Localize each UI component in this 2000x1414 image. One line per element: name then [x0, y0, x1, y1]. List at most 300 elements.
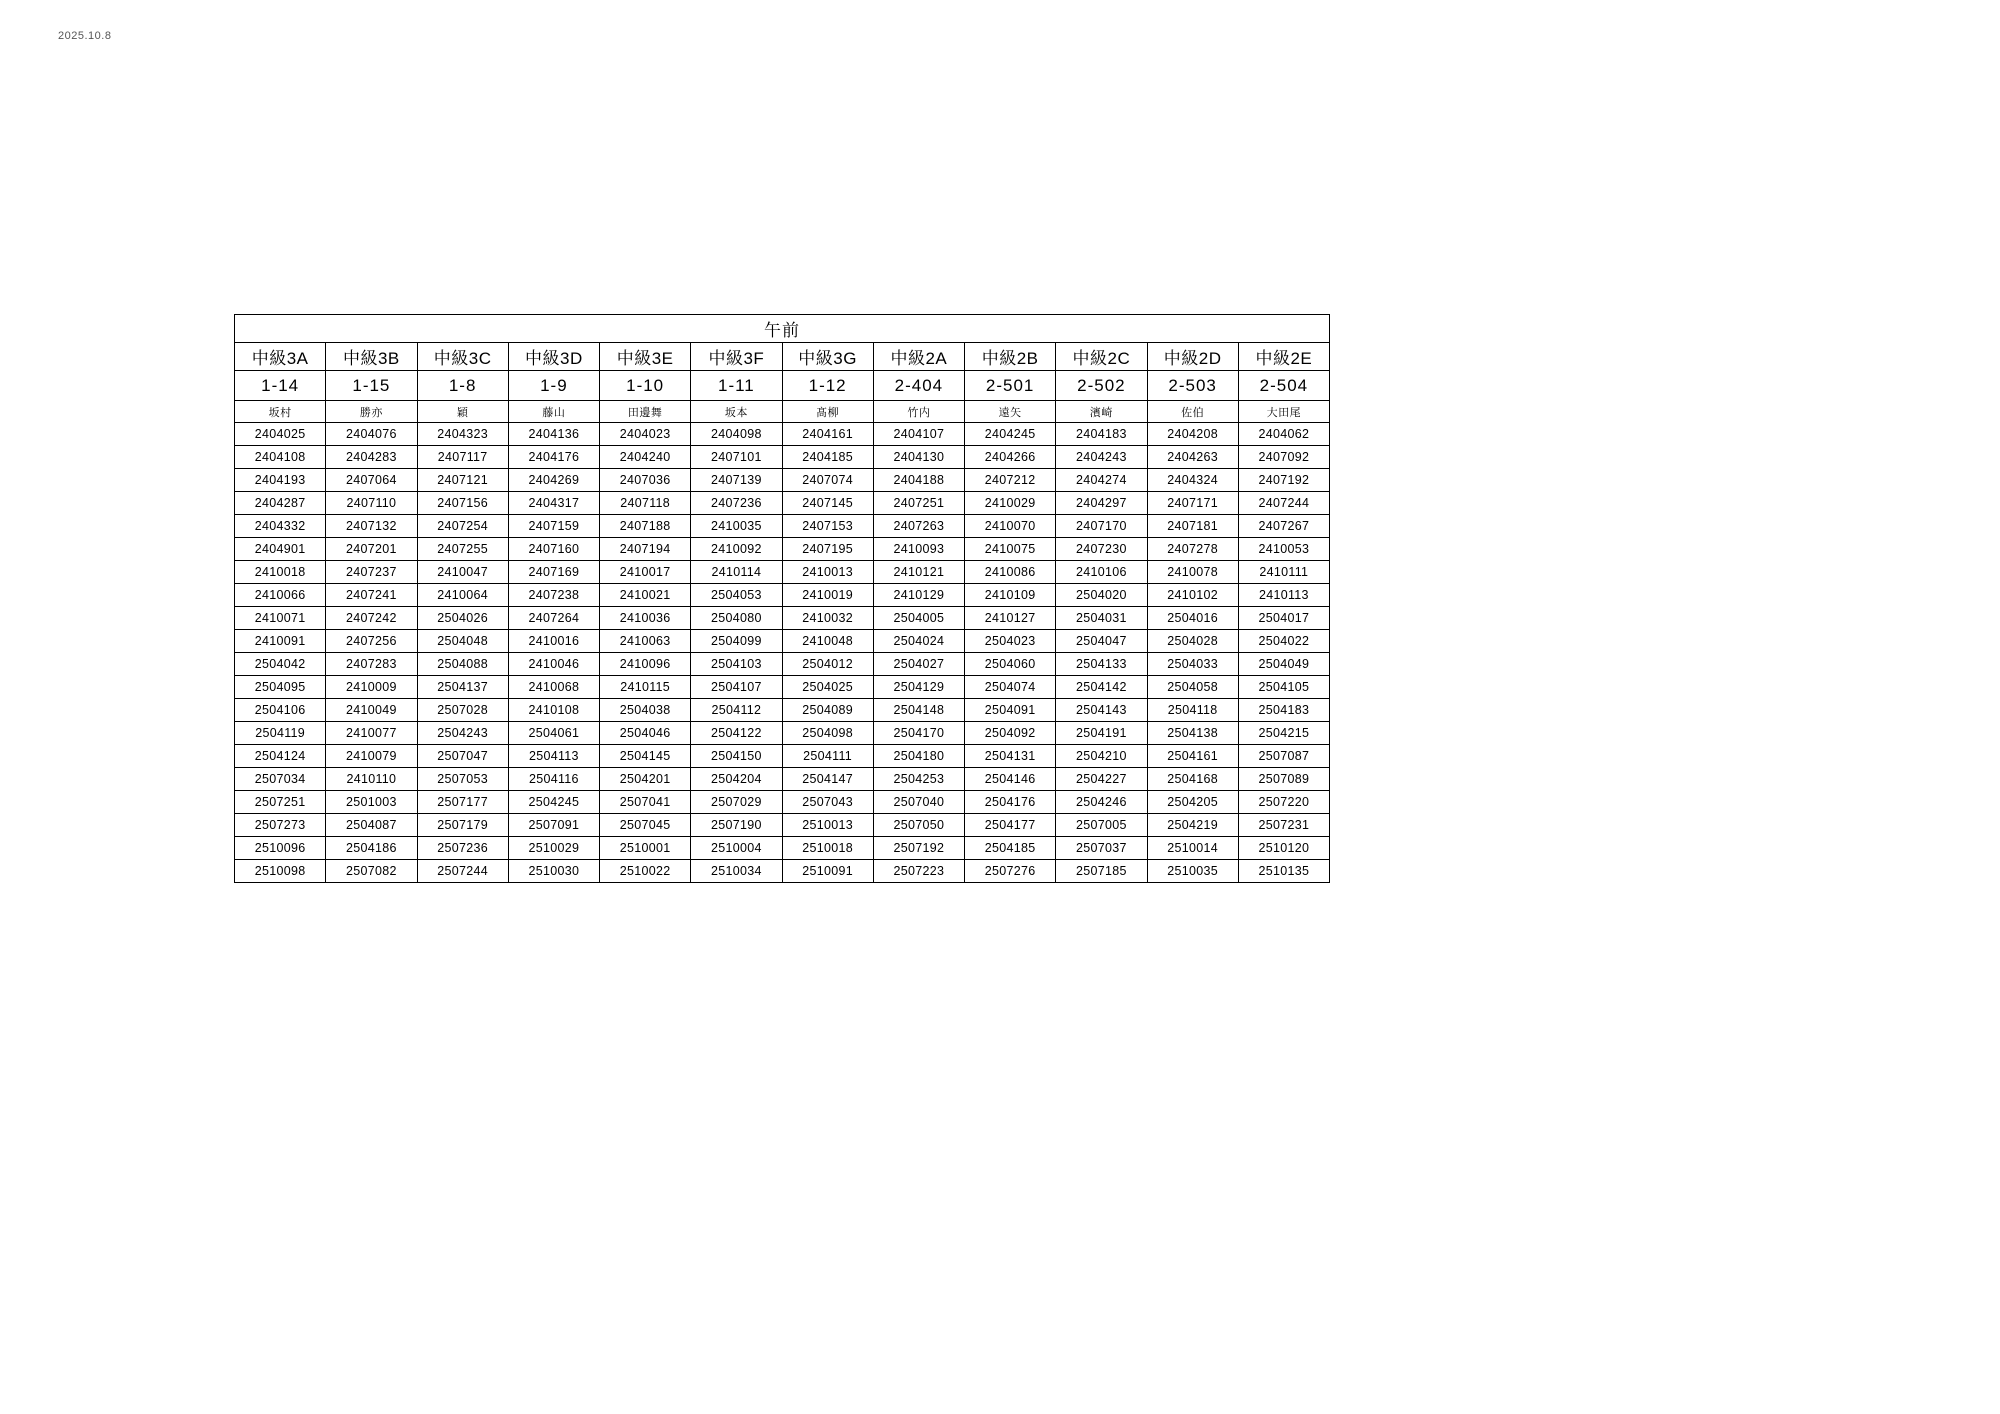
class-header-cell: 中級3G	[782, 343, 873, 371]
student-id-cell: 2407101	[691, 446, 782, 469]
student-id-cell: 2410035	[691, 515, 782, 538]
student-id-cell: 2504253	[873, 768, 964, 791]
student-id-cell: 2504191	[1056, 722, 1147, 745]
student-id-cell: 2507223	[873, 860, 964, 883]
student-id-cell: 2410093	[873, 538, 964, 561]
student-id-cell: 2407194	[600, 538, 691, 561]
student-id-cell: 2504017	[1238, 607, 1329, 630]
student-id-cell: 2504026	[417, 607, 508, 630]
student-id-cell: 2407230	[1056, 538, 1147, 561]
table-row	[235, 469, 1330, 492]
student-id-cell: 2404323	[417, 423, 508, 446]
student-id-cell: 2407156	[417, 492, 508, 515]
student-id-cell: 2507089	[1238, 768, 1329, 791]
student-id-cell: 2407242	[326, 607, 417, 630]
student-id-cell: 2504186	[326, 837, 417, 860]
room-header-cell: 1-8	[417, 371, 508, 401]
student-id-cell: 2410016	[508, 630, 599, 653]
student-id-cell: 2507231	[1238, 814, 1329, 837]
student-id-cell: 2404287	[235, 492, 326, 515]
student-id-cell: 2507029	[691, 791, 782, 814]
student-id-cell: 2410110	[326, 768, 417, 791]
student-id-cell: 2410079	[326, 745, 417, 768]
teacher-header-cell: 勝亦	[326, 401, 417, 423]
student-id-cell: 2504048	[417, 630, 508, 653]
student-id-cell: 2504092	[965, 722, 1056, 745]
student-id-cell: 2404183	[1056, 423, 1147, 446]
student-id-cell: 2410111	[1238, 561, 1329, 584]
student-id-cell: 2404161	[782, 423, 873, 446]
student-id-cell: 2407192	[1238, 469, 1329, 492]
student-id-cell: 2410127	[965, 607, 1056, 630]
student-id-cell: 2504089	[782, 699, 873, 722]
student-id-cell: 2504022	[1238, 630, 1329, 653]
student-id-cell: 2407264	[508, 607, 599, 630]
student-id-cell: 2504161	[1147, 745, 1238, 768]
student-id-cell: 2407255	[417, 538, 508, 561]
student-id-cell: 2407145	[782, 492, 873, 515]
student-id-cell: 2404297	[1056, 492, 1147, 515]
student-id-cell: 2404243	[1056, 446, 1147, 469]
table-row	[235, 791, 1330, 814]
student-id-cell: 2510004	[691, 837, 782, 860]
room-header-row	[235, 371, 1330, 401]
student-id-cell: 2504088	[417, 653, 508, 676]
student-id-cell: 2504148	[873, 699, 964, 722]
student-id-cell: 2504025	[782, 676, 873, 699]
room-header-cell: 1-9	[508, 371, 599, 401]
table-row	[235, 492, 1330, 515]
student-id-cell: 2407171	[1147, 492, 1238, 515]
table-row	[235, 699, 1330, 722]
student-id-cell: 2404274	[1056, 469, 1147, 492]
student-id-cell: 2407132	[326, 515, 417, 538]
student-id-cell: 2407256	[326, 630, 417, 653]
student-id-cell: 2407153	[782, 515, 873, 538]
student-id-cell: 2510018	[782, 837, 873, 860]
student-id-cell: 2510098	[235, 860, 326, 883]
student-id-cell: 2404098	[691, 423, 782, 446]
student-id-cell: 2510001	[600, 837, 691, 860]
student-id-cell: 2501003	[326, 791, 417, 814]
room-header-cell: 2-504	[1238, 371, 1329, 401]
student-id-cell: 2507091	[508, 814, 599, 837]
student-id-cell: 2504112	[691, 699, 782, 722]
student-id-cell: 2504124	[235, 745, 326, 768]
student-id-cell: 2507273	[235, 814, 326, 837]
student-id-cell: 2507192	[873, 837, 964, 860]
teacher-header-row	[235, 401, 1330, 423]
student-id-cell: 2504074	[965, 676, 1056, 699]
student-id-cell: 2504080	[691, 607, 782, 630]
student-id-cell: 2410106	[1056, 561, 1147, 584]
student-id-cell: 2507040	[873, 791, 964, 814]
student-id-cell: 2407074	[782, 469, 873, 492]
student-id-cell: 2407170	[1056, 515, 1147, 538]
class-header-row	[235, 343, 1330, 371]
student-id-cell: 2504183	[1238, 699, 1329, 722]
table-row	[235, 676, 1330, 699]
student-id-cell: 2504058	[1147, 676, 1238, 699]
student-id-cell: 2410071	[235, 607, 326, 630]
class-header-cell: 中級3E	[600, 343, 691, 371]
student-id-cell: 2404317	[508, 492, 599, 515]
student-id-cell: 2407188	[600, 515, 691, 538]
student-id-cell: 2404176	[508, 446, 599, 469]
student-id-cell: 2504049	[1238, 653, 1329, 676]
student-id-cell: 2504245	[508, 791, 599, 814]
teacher-header-cell: 髙柳	[782, 401, 873, 423]
student-id-cell: 2507041	[600, 791, 691, 814]
student-id-cell: 2504061	[508, 722, 599, 745]
student-id-cell: 2507177	[417, 791, 508, 814]
student-id-cell: 2404332	[235, 515, 326, 538]
student-id-cell: 2404266	[965, 446, 1056, 469]
student-id-cell: 2404245	[965, 423, 1056, 446]
student-id-cell: 2504147	[782, 768, 873, 791]
student-id-cell: 2504106	[235, 699, 326, 722]
teacher-header-cell: 藤山	[508, 401, 599, 423]
class-header-cell: 中級2B	[965, 343, 1056, 371]
student-id-cell: 2507087	[1238, 745, 1329, 768]
student-id-cell: 2504138	[1147, 722, 1238, 745]
student-id-cell: 2504046	[600, 722, 691, 745]
room-header-cell: 2-404	[873, 371, 964, 401]
student-id-cell: 2404107	[873, 423, 964, 446]
student-id-cell: 2410018	[235, 561, 326, 584]
student-id-cell: 2410102	[1147, 584, 1238, 607]
table-row	[235, 607, 1330, 630]
student-id-cell: 2404108	[235, 446, 326, 469]
student-id-cell: 2510030	[508, 860, 599, 883]
student-id-cell: 2404324	[1147, 469, 1238, 492]
student-id-cell: 2504146	[965, 768, 1056, 791]
student-id-cell: 2407064	[326, 469, 417, 492]
student-id-cell: 2407139	[691, 469, 782, 492]
student-id-cell: 2407092	[1238, 446, 1329, 469]
student-id-cell: 2504099	[691, 630, 782, 653]
student-id-cell: 2504177	[965, 814, 1056, 837]
student-id-cell: 2404263	[1147, 446, 1238, 469]
student-id-cell: 2504215	[1238, 722, 1329, 745]
table-row	[235, 630, 1330, 653]
student-id-cell: 2504243	[417, 722, 508, 745]
student-id-cell: 2504027	[873, 653, 964, 676]
table-row	[235, 745, 1330, 768]
room-header-cell: 1-11	[691, 371, 782, 401]
student-id-cell: 2507034	[235, 768, 326, 791]
student-id-cell: 2504024	[873, 630, 964, 653]
student-id-cell: 2410009	[326, 676, 417, 699]
student-id-cell: 2410108	[508, 699, 599, 722]
student-id-cell: 2507220	[1238, 791, 1329, 814]
student-id-cell: 2410092	[691, 538, 782, 561]
student-id-cell: 2407159	[508, 515, 599, 538]
student-id-cell: 2504053	[691, 584, 782, 607]
student-id-cell: 2407117	[417, 446, 508, 469]
student-id-cell: 2410066	[235, 584, 326, 607]
student-id-cell: 2407169	[508, 561, 599, 584]
class-header-cell: 中級2C	[1056, 343, 1147, 371]
student-id-cell: 2504105	[1238, 676, 1329, 699]
student-id-cell: 2510091	[782, 860, 873, 883]
student-id-cell: 2407237	[326, 561, 417, 584]
table-row	[235, 837, 1330, 860]
teacher-header-cell: 坂本	[691, 401, 782, 423]
student-id-cell: 2410068	[508, 676, 599, 699]
student-id-cell: 2507005	[1056, 814, 1147, 837]
student-id-cell: 2504116	[508, 768, 599, 791]
student-id-cell: 2410021	[600, 584, 691, 607]
student-id-cell: 2410047	[417, 561, 508, 584]
class-header-cell: 中級3D	[508, 343, 599, 371]
student-id-cell: 2504033	[1147, 653, 1238, 676]
student-id-cell: 2404023	[600, 423, 691, 446]
room-header-cell: 1-10	[600, 371, 691, 401]
student-id-cell: 2504047	[1056, 630, 1147, 653]
student-id-cell: 2507082	[326, 860, 417, 883]
student-id-cell: 2504142	[1056, 676, 1147, 699]
student-id-cell: 2407263	[873, 515, 964, 538]
student-id-cell: 2410070	[965, 515, 1056, 538]
student-id-cell: 2404208	[1147, 423, 1238, 446]
table-row	[235, 768, 1330, 791]
student-id-cell: 2404240	[600, 446, 691, 469]
student-id-cell: 2507045	[600, 814, 691, 837]
student-id-cell: 2507251	[235, 791, 326, 814]
student-id-cell: 2504107	[691, 676, 782, 699]
student-id-cell: 2404025	[235, 423, 326, 446]
student-id-cell: 2407160	[508, 538, 599, 561]
student-id-cell: 2504042	[235, 653, 326, 676]
student-id-cell: 2410017	[600, 561, 691, 584]
student-id-cell: 2410029	[965, 492, 1056, 515]
student-id-cell: 2504137	[417, 676, 508, 699]
student-id-cell: 2504122	[691, 722, 782, 745]
table-row	[235, 423, 1330, 446]
room-header-cell: 1-14	[235, 371, 326, 401]
student-id-cell: 2504168	[1147, 768, 1238, 791]
student-id-cell: 2504095	[235, 676, 326, 699]
student-id-cell: 2504227	[1056, 768, 1147, 791]
student-id-cell: 2407241	[326, 584, 417, 607]
student-id-cell: 2410086	[965, 561, 1056, 584]
student-id-cell: 2410109	[965, 584, 1056, 607]
student-id-cell: 2407278	[1147, 538, 1238, 561]
student-id-cell: 2407036	[600, 469, 691, 492]
student-id-cell: 2407267	[1238, 515, 1329, 538]
table-row	[235, 653, 1330, 676]
student-id-cell: 2407283	[326, 653, 417, 676]
student-id-cell: 2404062	[1238, 423, 1329, 446]
class-header-cell: 中級2A	[873, 343, 964, 371]
schedule-table-container	[234, 314, 1330, 883]
student-id-cell: 2504170	[873, 722, 964, 745]
student-id-cell: 2410013	[782, 561, 873, 584]
student-id-cell: 2410032	[782, 607, 873, 630]
student-id-cell: 2404188	[873, 469, 964, 492]
class-header-cell: 中級2E	[1238, 343, 1329, 371]
student-id-cell: 2404193	[235, 469, 326, 492]
student-id-cell: 2504038	[600, 699, 691, 722]
student-id-cell: 2507037	[1056, 837, 1147, 860]
room-header-cell: 2-502	[1056, 371, 1147, 401]
student-id-cell: 2504145	[600, 745, 691, 768]
student-id-cell: 2504087	[326, 814, 417, 837]
student-id-cell: 2407254	[417, 515, 508, 538]
student-id-cell: 2407181	[1147, 515, 1238, 538]
student-id-cell: 2410036	[600, 607, 691, 630]
student-id-cell: 2410121	[873, 561, 964, 584]
student-id-cell: 2504060	[965, 653, 1056, 676]
student-id-cell: 2504023	[965, 630, 1056, 653]
student-id-cell: 2504031	[1056, 607, 1147, 630]
student-id-cell: 2504204	[691, 768, 782, 791]
student-id-cell: 2504028	[1147, 630, 1238, 653]
teacher-header-cell: 佐伯	[1147, 401, 1238, 423]
student-id-cell: 2410064	[417, 584, 508, 607]
student-id-cell: 2410049	[326, 699, 417, 722]
student-id-cell: 2504020	[1056, 584, 1147, 607]
student-id-cell: 2504103	[691, 653, 782, 676]
student-id-cell: 2504133	[1056, 653, 1147, 676]
class-header-cell: 中級2D	[1147, 343, 1238, 371]
student-id-cell: 2404269	[508, 469, 599, 492]
table-row	[235, 561, 1330, 584]
table-row	[235, 860, 1330, 883]
table-row	[235, 538, 1330, 561]
class-header-cell: 中級3C	[417, 343, 508, 371]
student-id-cell: 2407212	[965, 469, 1056, 492]
class-header-cell: 中級3F	[691, 343, 782, 371]
student-id-cell: 2407244	[1238, 492, 1329, 515]
student-id-cell: 2407195	[782, 538, 873, 561]
student-id-cell: 2510135	[1238, 860, 1329, 883]
room-header-cell: 1-15	[326, 371, 417, 401]
student-id-cell: 2404076	[326, 423, 417, 446]
room-header-cell: 2-503	[1147, 371, 1238, 401]
student-id-cell: 2507053	[417, 768, 508, 791]
student-id-cell: 2410114	[691, 561, 782, 584]
student-id-cell: 2404185	[782, 446, 873, 469]
student-id-cell: 2510022	[600, 860, 691, 883]
student-id-cell: 2407110	[326, 492, 417, 515]
student-id-cell: 2504176	[965, 791, 1056, 814]
student-id-cell: 2507185	[1056, 860, 1147, 883]
student-id-cell: 2504091	[965, 699, 1056, 722]
table-row	[235, 446, 1330, 469]
student-id-cell: 2504201	[600, 768, 691, 791]
table-title: 午前	[235, 315, 1330, 343]
student-id-cell: 2504129	[873, 676, 964, 699]
student-id-cell: 2504118	[1147, 699, 1238, 722]
room-header-cell: 1-12	[782, 371, 873, 401]
room-header-cell: 2-501	[965, 371, 1056, 401]
student-id-cell: 2510014	[1147, 837, 1238, 860]
student-id-cell: 2504210	[1056, 745, 1147, 768]
teacher-header-cell: 竹内	[873, 401, 964, 423]
teacher-header-cell: 大田尾	[1238, 401, 1329, 423]
student-id-cell: 2504111	[782, 745, 873, 768]
page-date-stamp: 2025.10.8	[58, 30, 112, 42]
student-id-cell: 2510034	[691, 860, 782, 883]
student-id-cell: 2504185	[965, 837, 1056, 860]
student-id-cell: 2504012	[782, 653, 873, 676]
student-id-cell: 2407236	[691, 492, 782, 515]
student-id-cell: 2510035	[1147, 860, 1238, 883]
student-id-cell: 2504143	[1056, 699, 1147, 722]
student-id-cell: 2507179	[417, 814, 508, 837]
student-id-cell: 2510120	[1238, 837, 1329, 860]
teacher-header-cell: 濱崎	[1056, 401, 1147, 423]
student-id-cell: 2507244	[417, 860, 508, 883]
class-header-cell: 中級3A	[235, 343, 326, 371]
teacher-header-cell: 穎	[417, 401, 508, 423]
student-id-cell: 2404901	[235, 538, 326, 561]
class-header-cell: 中級3B	[326, 343, 417, 371]
student-id-cell: 2407238	[508, 584, 599, 607]
student-id-cell: 2410046	[508, 653, 599, 676]
student-id-cell: 2507276	[965, 860, 1056, 883]
student-id-cell: 2407118	[600, 492, 691, 515]
student-id-cell: 2504119	[235, 722, 326, 745]
student-id-cell: 2504219	[1147, 814, 1238, 837]
student-id-cell: 2410091	[235, 630, 326, 653]
student-id-cell: 2504150	[691, 745, 782, 768]
student-id-cell: 2507043	[782, 791, 873, 814]
student-id-cell: 2507047	[417, 745, 508, 768]
student-id-cell: 2404283	[326, 446, 417, 469]
student-id-cell: 2407251	[873, 492, 964, 515]
table-row	[235, 584, 1330, 607]
student-id-cell: 2410063	[600, 630, 691, 653]
student-id-cell: 2407201	[326, 538, 417, 561]
student-id-cell: 2510096	[235, 837, 326, 860]
student-id-cell: 2410078	[1147, 561, 1238, 584]
student-id-cell: 2410115	[600, 676, 691, 699]
table-row	[235, 814, 1330, 837]
student-id-cell: 2504098	[782, 722, 873, 745]
student-id-cell: 2410096	[600, 653, 691, 676]
student-id-cell: 2410053	[1238, 538, 1329, 561]
student-id-cell: 2504246	[1056, 791, 1147, 814]
student-id-cell: 2410019	[782, 584, 873, 607]
student-id-cell: 2510029	[508, 837, 599, 860]
student-id-cell: 2504180	[873, 745, 964, 768]
table-row	[235, 515, 1330, 538]
student-id-cell: 2410113	[1238, 584, 1329, 607]
teacher-header-cell: 田邊舞	[600, 401, 691, 423]
student-id-cell: 2410075	[965, 538, 1056, 561]
teacher-header-cell: 遠矢	[965, 401, 1056, 423]
student-id-cell: 2407121	[417, 469, 508, 492]
student-id-cell: 2410048	[782, 630, 873, 653]
table-row	[235, 722, 1330, 745]
title-row	[235, 315, 1330, 343]
schedule-table-body	[235, 315, 1330, 883]
student-id-cell: 2507236	[417, 837, 508, 860]
student-id-cell: 2507050	[873, 814, 964, 837]
schedule-table	[234, 314, 1330, 883]
student-id-cell: 2404130	[873, 446, 964, 469]
student-id-cell: 2504016	[1147, 607, 1238, 630]
student-id-cell: 2504113	[508, 745, 599, 768]
student-id-cell: 2507028	[417, 699, 508, 722]
student-id-cell: 2404136	[508, 423, 599, 446]
student-id-cell: 2510013	[782, 814, 873, 837]
student-id-cell: 2504131	[965, 745, 1056, 768]
student-id-cell: 2410129	[873, 584, 964, 607]
